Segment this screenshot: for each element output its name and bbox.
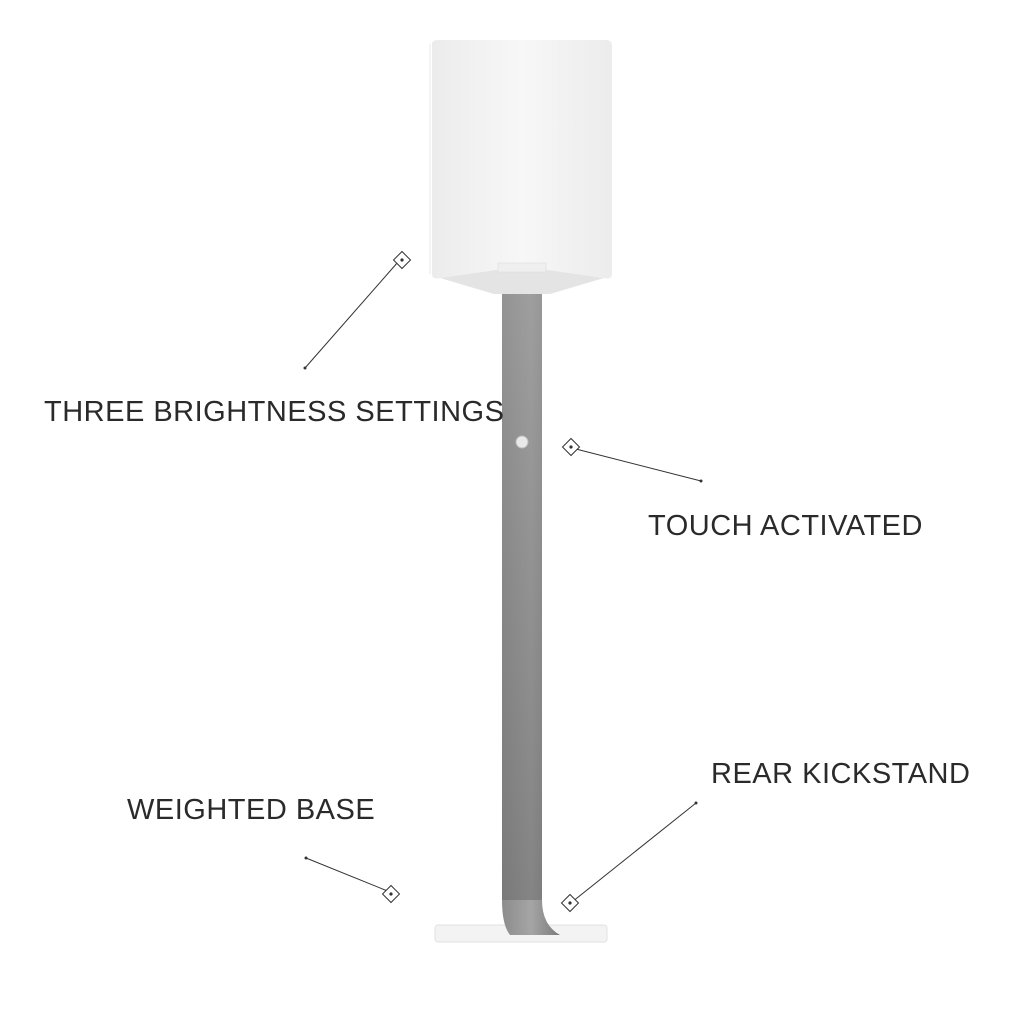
base-leader <box>306 858 390 892</box>
brightness-leader-dot <box>304 367 307 370</box>
touch-marker-icon <box>563 439 580 456</box>
brightness-callout-label: THREE BRIGHTNESS SETTINGS <box>44 396 505 428</box>
touch-button-icon <box>516 436 528 448</box>
lamp-shade <box>430 40 612 294</box>
kickstand-leader-dot <box>695 802 698 805</box>
brightness-leader <box>305 262 398 368</box>
lamp-stem <box>502 282 560 935</box>
base-marker-icon <box>383 886 400 903</box>
base-leader-dot <box>305 857 308 860</box>
kickstand-marker-icon <box>562 895 579 912</box>
base-callout-label: WEIGHTED BASE <box>127 794 376 826</box>
touch-leader-dot <box>700 480 703 483</box>
kickstand-leader <box>572 803 696 902</box>
touch-callout-label: TOUCH ACTIVATED <box>648 510 923 542</box>
touch-leader <box>572 448 701 481</box>
kickstand-callout-label: REAR KICKSTAND <box>711 758 971 790</box>
brightness-marker-icon <box>394 252 411 269</box>
